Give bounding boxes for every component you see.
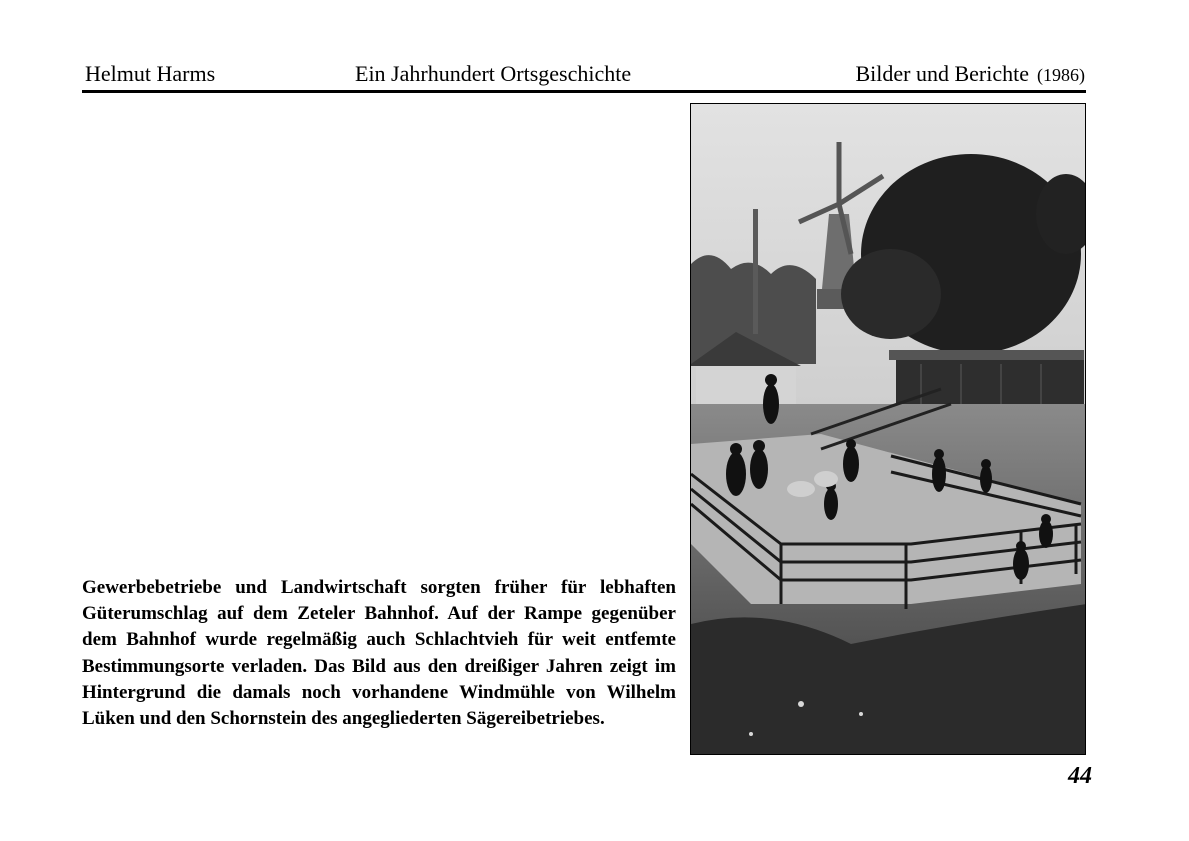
historic-photo-icon xyxy=(691,104,1086,755)
header-author: Helmut Harms xyxy=(85,61,216,86)
header-series-group xyxy=(855,60,1085,89)
historic-photo xyxy=(690,103,1086,755)
header-series: Bilder und Berichte xyxy=(855,61,1029,86)
header-rule xyxy=(82,90,1086,93)
header-title: Ein Jahrhundert Ortsgeschichte xyxy=(355,61,632,86)
header-year: (1986) xyxy=(1037,65,1085,85)
photo-caption: Gewerbebetriebe und Landwirtschaft sorgten früher für lebhaften Güterumschlag auf dem Zeteler Bahnhof. Auf der Rampe gegenüber dem Bahnhof wurde regelmäßig auch Schlachtvieh für weit entfemte Bestimmungsorte verladen. Das Bild aus den dreißiger Jahren zeigt im Hintergrund die damals noch vorhandene Windmühle von Wilhelm Lüken und den Schornstein des angegliederten Sägereibetriebes. xyxy=(82,577,676,730)
page-number: 44 xyxy=(1068,763,1092,789)
